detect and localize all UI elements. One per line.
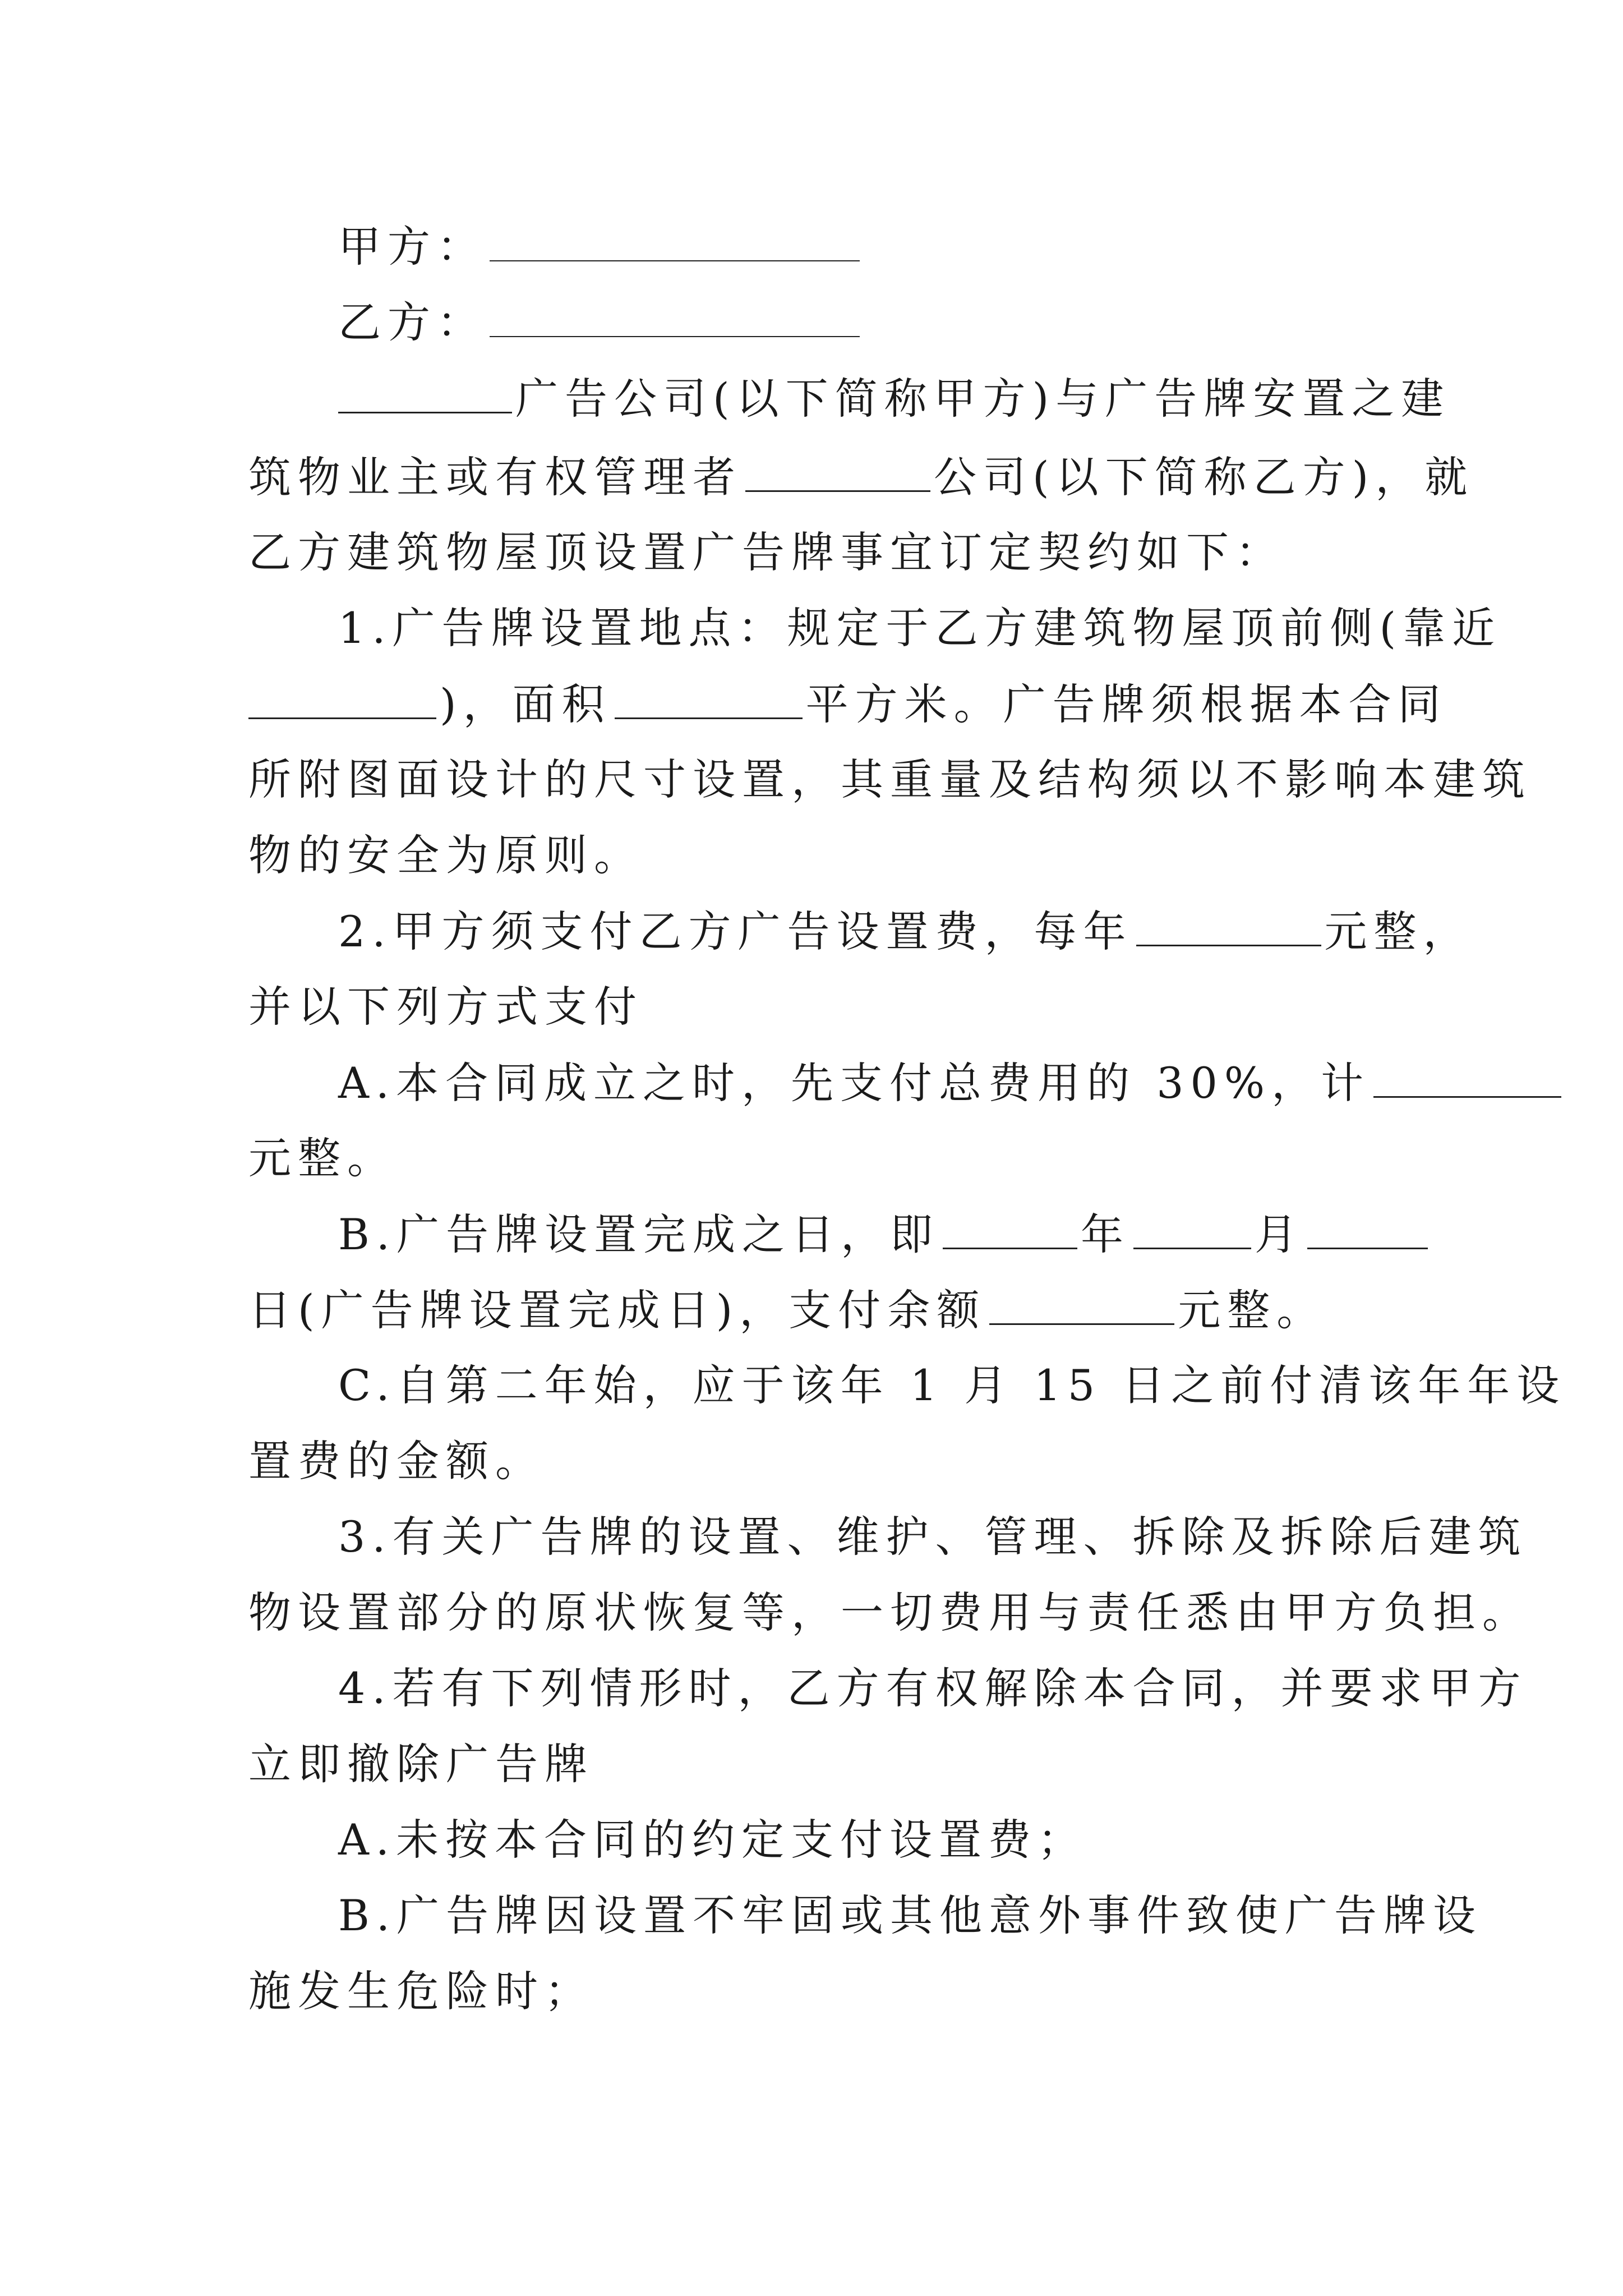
party-a-field[interactable] bbox=[490, 219, 860, 261]
clause-2c-text-1: C.自第二年始，应于该年 1 月 15 日之前付清该年年设 bbox=[338, 1360, 1566, 1410]
party-a-line bbox=[338, 219, 863, 275]
clause-2a-text-2: 元整。 bbox=[248, 1133, 396, 1183]
clause-2c-text-2: 置费的金额。 bbox=[248, 1436, 545, 1486]
clause-2b-text-1: B.广告牌设置完成之日，即 bbox=[338, 1209, 940, 1259]
location-field[interactable] bbox=[248, 676, 436, 719]
clause-2b-line-1 bbox=[338, 1206, 1431, 1262]
clause-4-text-2: 立即撤除广告牌 bbox=[248, 1739, 594, 1789]
year-label: 年 bbox=[1081, 1209, 1131, 1259]
clause-1-text-4: 所附图面设计的尺寸设置，其重量及结构须以不影响本建筑 bbox=[248, 754, 1532, 804]
clause-2-text-3: 并以下列方式支付 bbox=[248, 982, 643, 1032]
clause-2-line-1 bbox=[338, 903, 1473, 959]
clause-2b-text-2: 日(广告牌设置完成日)，支付余额 bbox=[248, 1285, 986, 1335]
clause-2-text-1: 2.甲方须支付乙方广告设置费，每年 bbox=[338, 907, 1133, 956]
intro-text-2: 筑物业主或有权管理者 bbox=[248, 452, 742, 502]
clause-2a-line-1 bbox=[338, 1055, 1565, 1111]
party-a-label: 甲方： bbox=[338, 222, 486, 272]
annual-fee-field[interactable] bbox=[1136, 903, 1321, 946]
clause-1-text-3: 平方米。广告牌须根据本合同 bbox=[805, 679, 1447, 729]
clause-3-text-2: 物设置部分的原状恢复等，一切费用与责任悉由甲方负担。 bbox=[248, 1588, 1532, 1637]
party-b-field[interactable] bbox=[490, 295, 860, 337]
party-b-label: 乙方： bbox=[338, 297, 486, 347]
intro-text-4: 乙方建筑物屋顶设置广告牌事宜订定契约如下： bbox=[248, 527, 1285, 577]
intro-line-3 bbox=[248, 524, 1285, 581]
balance-field[interactable] bbox=[989, 1282, 1174, 1325]
clause-1-line-4 bbox=[248, 827, 643, 884]
clause-4-line-1 bbox=[338, 1660, 1528, 1717]
owner-company-field[interactable] bbox=[745, 449, 930, 492]
clause-1-line-3 bbox=[248, 752, 1532, 808]
intro-text-1: 广告公司(以下简称甲方)与广告牌安置之建 bbox=[515, 374, 1451, 424]
clause-4-line-2 bbox=[248, 1736, 594, 1792]
intro-line-2 bbox=[248, 449, 1474, 505]
intro-text-3: 公司(以下简称乙方)，就 bbox=[934, 452, 1474, 502]
clause-1-text-1: 1.广告牌设置地点：规定于乙方建筑物屋顶前侧(靠近 bbox=[338, 603, 1502, 653]
clause-1-line-1 bbox=[338, 600, 1501, 656]
clause-2c-line-2 bbox=[248, 1433, 545, 1489]
clause-3-line-2 bbox=[248, 1585, 1532, 1641]
party-b-line bbox=[338, 295, 863, 351]
clause-4b-text-1: B.广告牌因设置不牢固或其他意外事件致使广告牌设 bbox=[338, 1890, 1483, 1940]
clause-1-text-5: 物的安全为原则。 bbox=[248, 830, 643, 880]
ad-company-field[interactable] bbox=[338, 370, 512, 413]
month-label: 月 bbox=[1255, 1209, 1304, 1259]
clause-4b-line-2 bbox=[248, 1963, 594, 2019]
intro-line-1 bbox=[338, 370, 1450, 426]
clause-2c-line-1 bbox=[338, 1358, 1566, 1414]
first-payment-field[interactable] bbox=[1373, 1055, 1561, 1098]
clause-4-text-1: 4.若有下列情形时，乙方有权解除本合同，并要求甲方 bbox=[338, 1663, 1528, 1713]
clause-2b-line-2 bbox=[248, 1282, 1326, 1338]
clause-2a-line-2 bbox=[248, 1130, 396, 1186]
clause-4a-text-1: A.未按本合同的约定支付设置费； bbox=[338, 1815, 1087, 1865]
year-field[interactable] bbox=[943, 1206, 1077, 1249]
clause-2a-text-1: A.本合同成立之时，先支付总费用的 30%，计 bbox=[338, 1058, 1371, 1108]
clause-2-line-2 bbox=[248, 979, 643, 1035]
clause-2-text-2: 元整， bbox=[1324, 907, 1473, 956]
clause-2b-text-3: 元整。 bbox=[1178, 1285, 1326, 1335]
clause-3-line-1 bbox=[338, 1509, 1528, 1565]
clause-4b-text-2: 施发生危险时； bbox=[248, 1966, 594, 2016]
area-field[interactable] bbox=[615, 676, 803, 719]
clause-1-line-2 bbox=[248, 676, 1447, 732]
day-field[interactable] bbox=[1307, 1206, 1428, 1249]
month-field[interactable] bbox=[1133, 1206, 1251, 1249]
clause-3-text-1: 3.有关广告牌的设置、维护、管理、拆除及拆除后建筑 bbox=[338, 1512, 1528, 1562]
clause-4b-line-1 bbox=[338, 1888, 1482, 1944]
clause-4a-line-1 bbox=[338, 1812, 1087, 1868]
clause-1-text-2: )，面积 bbox=[440, 679, 611, 729]
